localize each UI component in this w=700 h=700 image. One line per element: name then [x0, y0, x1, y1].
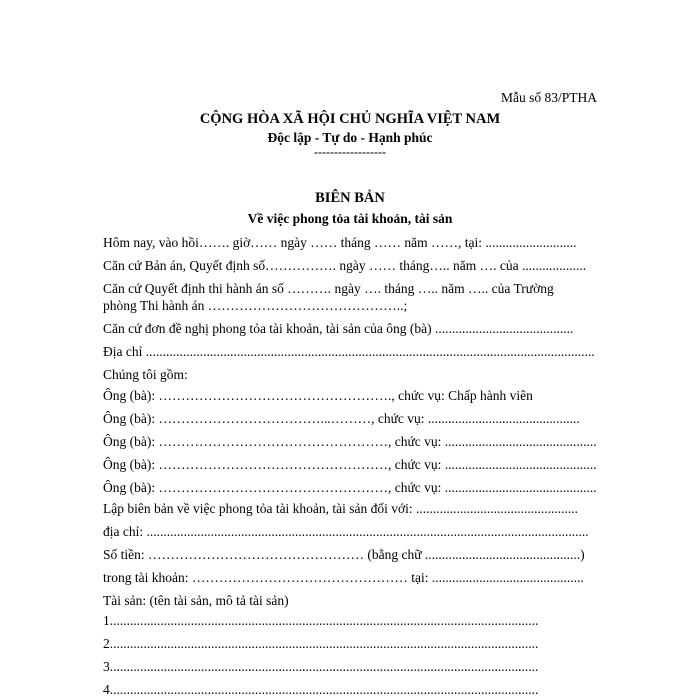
- date-place-line: Hôm nay, vào hồi……. giờ…… ngày …… tháng …… năm ……, tại: ...........................: [103, 235, 577, 250]
- document-title: BIÊN BẢN: [315, 190, 385, 206]
- official-row-1: Ông (bà): ……………………………………………., chức vụ: Chấp hành viên: [103, 388, 533, 403]
- form-code: Mẫu số 83/PTHA: [500, 90, 597, 105]
- official-row-3: Ông (bà): ……………………………………………, chức vụ: .............................................: [103, 434, 597, 449]
- nation-heading: CỘNG HÒA XÃ HỘI CHỦ NGHĨA VIỆT NAM: [199, 111, 501, 127]
- official-row-5: Ông (bà): ……………………………………………, chức vụ: .............................................: [103, 480, 597, 495]
- assets-heading: Tài sản: (tên tài sản, mô tả tài sản): [103, 593, 289, 608]
- official-row-4: Ông (bà): ……………………………………………, chức vụ: .............................................: [103, 457, 597, 472]
- judgment-basis-line: Căn cứ Bản án, Quyết định số……………. ngày …… tháng….. năm …. của ...................: [103, 258, 587, 273]
- subject-line: Lập biên bản về việc phong tỏa tài khoản, tài sản đối với: ................................................: [103, 501, 579, 516]
- request-basis-line: Căn cứ đơn đề nghị phong tỏa tài khoản, tài sản của ông (bà) .........................................: [103, 321, 574, 336]
- amount-line: Số tiền: ………………………………………… (bằng chữ ..............................................): [103, 547, 585, 562]
- official-row-2: Ông (bà): ………………………………...………, chức vụ: .............................................: [103, 411, 580, 426]
- asset-item-1: 1...............................................................................................................................: [103, 613, 539, 628]
- address-line: Địa chỉ .....................................................................................................................................: [103, 344, 595, 359]
- account-line: trong tài khoản: ………………………………………… tại: .............................................: [103, 570, 584, 585]
- asset-item-3: 3...............................................................................................................................: [103, 659, 539, 674]
- enforcement-decision-line-cont: phòng Thi hành án ……………………………………..;: [103, 298, 408, 313]
- asset-item-4: 4...............................................................................................................................: [103, 682, 539, 697]
- header-divider: ------------------: [314, 145, 386, 159]
- enforcement-decision-line: Căn cứ Quyết định thi hành án số ………. ngày …. tháng ….. năm ….. của Trường: [103, 281, 554, 296]
- subject-address-line: địa chỉ: ...................................................................................................................................: [103, 524, 589, 539]
- members-heading: Chúng tôi gồm:: [103, 367, 188, 382]
- asset-item-2: 2...............................................................................................................................: [103, 636, 539, 651]
- document-subtitle: Về việc phong tỏa tài khoản, tài sản: [247, 211, 453, 226]
- motto: Độc lập - Tự do - Hạnh phúc: [267, 130, 433, 145]
